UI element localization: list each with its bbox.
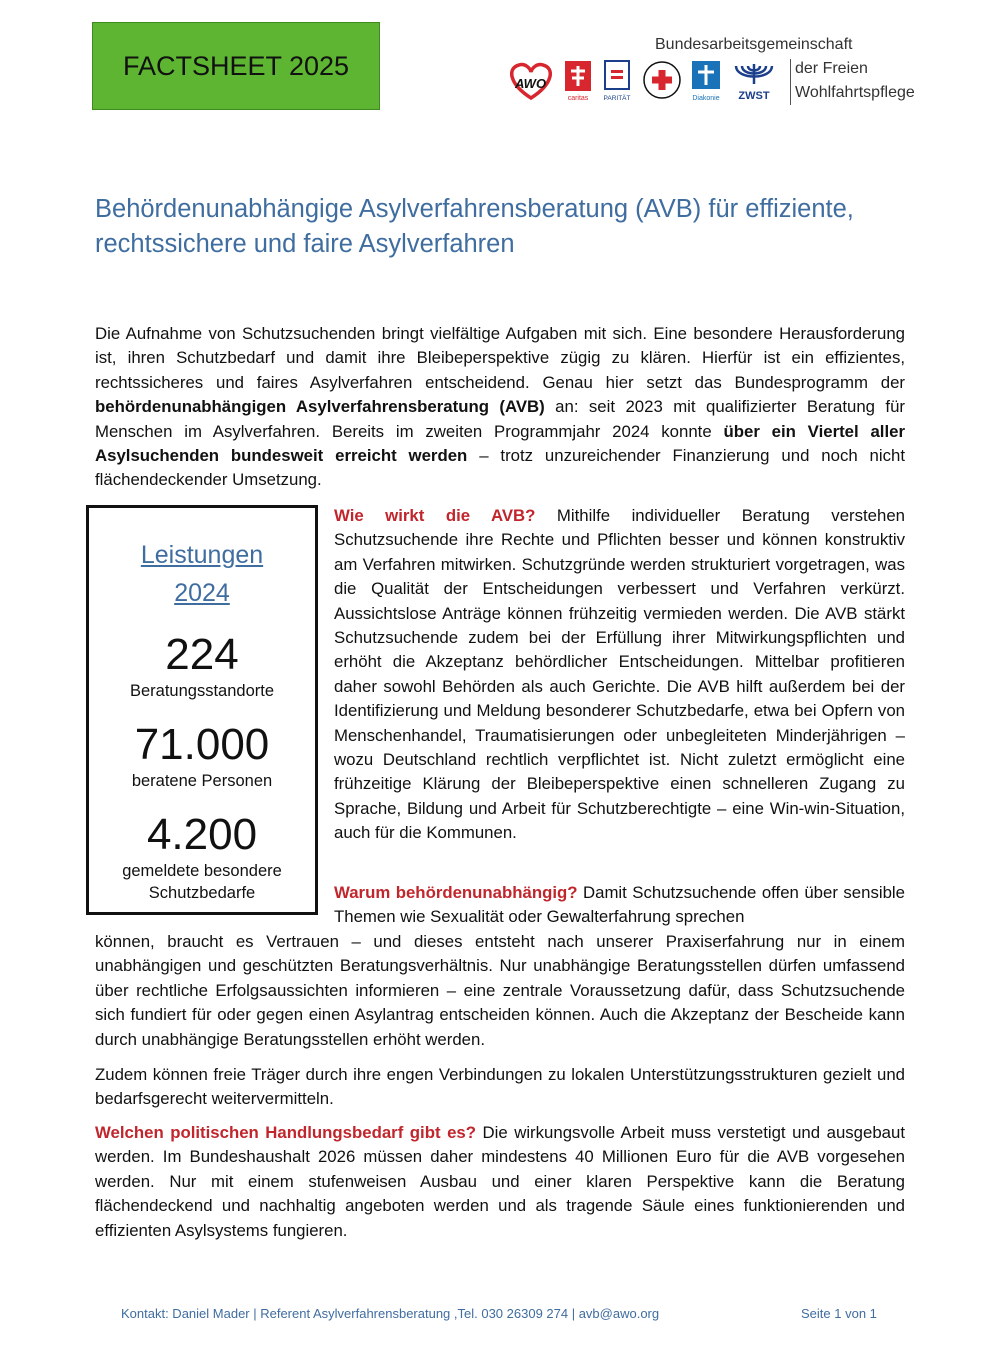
awo-logo-text: AWO — [515, 76, 547, 91]
section-policy-text: Die wirkungsvolle Arbeit muss verstetigt und ausgebaut werden. Im Bundeshaushalt 2026 müssen daher mindestens 40 Millionen Euro für die AVB vorgesehen werden. Nur mit einem stufenweisen Ausbau und einer klaren Perspektive kann die Beratung flächendeckend und nachhaltig angeboten werden und als tragende Säule eines funktionierenden und effizienten Asylsystems fungieren. — [95, 1123, 905, 1240]
section-independence-start — [334, 881, 905, 930]
intro-text-1: Die Aufnahme von Schutzsuchenden bringt vielfältige Aufgaben mit sich. Eine besondere Herausforderung ist, ihren Schutzbedarf und damit ihre Bleibeperspektive zügig zu klären. Hierfür ist ein effizientes, rechtssicheres und faires Asylverfahren entscheidend. Genau hier setzt das Bundesprogramm der — [95, 324, 905, 392]
bagfw-divider — [790, 59, 791, 105]
section-independence-cont: können, braucht es Vertrauen – und dieses entsteht nach unserer Praxiserfahrung nur in einem unabhängigen und geschützten Beratungsverhältnis. Nur unabhängige Beratungsstellen dürfen umfassend über rechtliche Erfolgsaussichten informieren – eine zentrale Voraussetzung dafür, dass Schutzsuchende sich fundiert für oder gegen einen Asylantrag entscheiden können. Auch die Akzeptanz der Bescheide kann durch unabhängige Beratungsstellen erhöht werden. — [95, 932, 905, 1049]
section-effect — [334, 504, 905, 846]
stat-locations-label: Beratungsstandorte — [129, 682, 274, 700]
intro-text-3: – trotz unzureichender Finanzierung und noch nicht flächendeckender Umsetzung. — [95, 446, 906, 490]
stat-persons-label: beratene Personen — [131, 772, 273, 790]
stat-needs-label-2: Schutzbedarfe — [148, 884, 256, 902]
section-effect-text: Mithilfe individueller Beratung verstehen Schutzsuchende ihre Rechte und Pflichten besser und können konstruktiv am Verfahren mitwirken. Schutzgründe werden strukturiert vorgetragen, was die Qualität der Entscheidungen verbessert und Verfahren verkürzt. Aussichtslose Anträge können frühzeitig vermieden werden. Die AVB stärkt Schutzsuchende zudem bei der Erfüllung ihrer Mitwirkungspflichten und erhöht die Akzeptanz behördlicher Entscheidungen. Mittelbar profitieren daher sowohl Behörden als auch Gerichte. Die AVB hilft außerdem bei der Identifizierung und Meldung besonderer Schutzbedarfe, etwa bei Opfern von Menschenhandel, Traumatisierungen oder unbegleiteten Minderjährigen – wozu Deutschland rechtlich verpflichtet ist. Nicht zuletzt ermöglicht eine frühzeitige Klärung der Bleibeperspektive einen schnelleren Zugang zu Sprache, Bildung und Arbeit für Schutzberechtigte – eine Win-win-Situation, auch für die Kommunen. — [334, 506, 905, 843]
caritas-logo — [563, 60, 593, 102]
bagfw-label — [655, 33, 915, 105]
factsheet-badge — [92, 22, 380, 110]
stats-box-heading — [89, 536, 315, 612]
bagfw-line1: Bundesarbeitsgemeinschaft — [655, 36, 853, 53]
paritaet-logo-text: PARITÄT — [603, 95, 631, 102]
stat-persons-value: 71.000 — [134, 720, 270, 769]
section-policy-heading: Welchen politischen Handlungsbedarf gibt es? — [95, 1123, 476, 1142]
section-effect-heading: Wie wirkt die AVB? — [334, 506, 536, 525]
zwst-logo-text: ZWST — [738, 90, 770, 102]
footer-page-number: Seite 1 von 1 — [801, 1306, 877, 1321]
caritas-logo-text: caritas — [567, 95, 589, 102]
document-title: Behördenunabhängige Asylverfahrensberatung (AVB) für effiziente, rechtssichere und faire Asylverfahren — [95, 195, 854, 258]
section-independence-text-1: Damit Schutzsuchende offen über sensible Themen wie Sexualität oder Gewalterfahrung sprechen — [334, 883, 905, 927]
intro-text-2: an: seit 2023 mit qualifizierter Beratung für Menschen im Asylverfahren. Bereits im zweiten Programmjahr 2024 konnte — [95, 397, 905, 441]
intro-bold-1: behördenunabhängigen Asylverfahrensberatung (AVB) — [95, 397, 545, 417]
intro-paragraph — [95, 322, 905, 493]
section-policy — [95, 1121, 905, 1243]
section-independence-heading: Warum behördenunabhängig? — [334, 883, 578, 902]
bagfw-line3: Wohlfahrtspflege — [795, 84, 915, 101]
diakonie-logo-text: Diakonie — [692, 95, 720, 102]
stats-box — [86, 505, 318, 915]
stat-needs-value: 4.200 — [146, 810, 258, 859]
bagfw-line2: der Freien — [795, 60, 868, 77]
footer-contact: Kontakt: Daniel Mader | Referent Asylverfahrensberatung ,Tel. 030 26309 274 | avb@awo.org — [121, 1306, 660, 1321]
factsheet-badge-label: FACTSHEET 2025 — [122, 50, 350, 81]
stat-needs-label-1: gemeldete besondere — [122, 862, 282, 880]
paragraph-providers: Zudem können freie Träger durch ihre engen Verbindungen zu lokalen Unterstützungsstrukturen gezielt und bedarfsgerecht weitervermitteln. — [95, 1065, 905, 1109]
intro-bold-2: über ein Viertel aller Asylsuchenden bundesweit erreicht werden — [95, 421, 905, 466]
paritaet-logo — [600, 60, 634, 102]
awo-logo — [505, 60, 557, 102]
stats-heading-line2: 2024 — [174, 579, 230, 607]
stats-heading-line1: Leistungen — [140, 541, 264, 569]
stat-locations-value: 224 — [165, 630, 239, 679]
